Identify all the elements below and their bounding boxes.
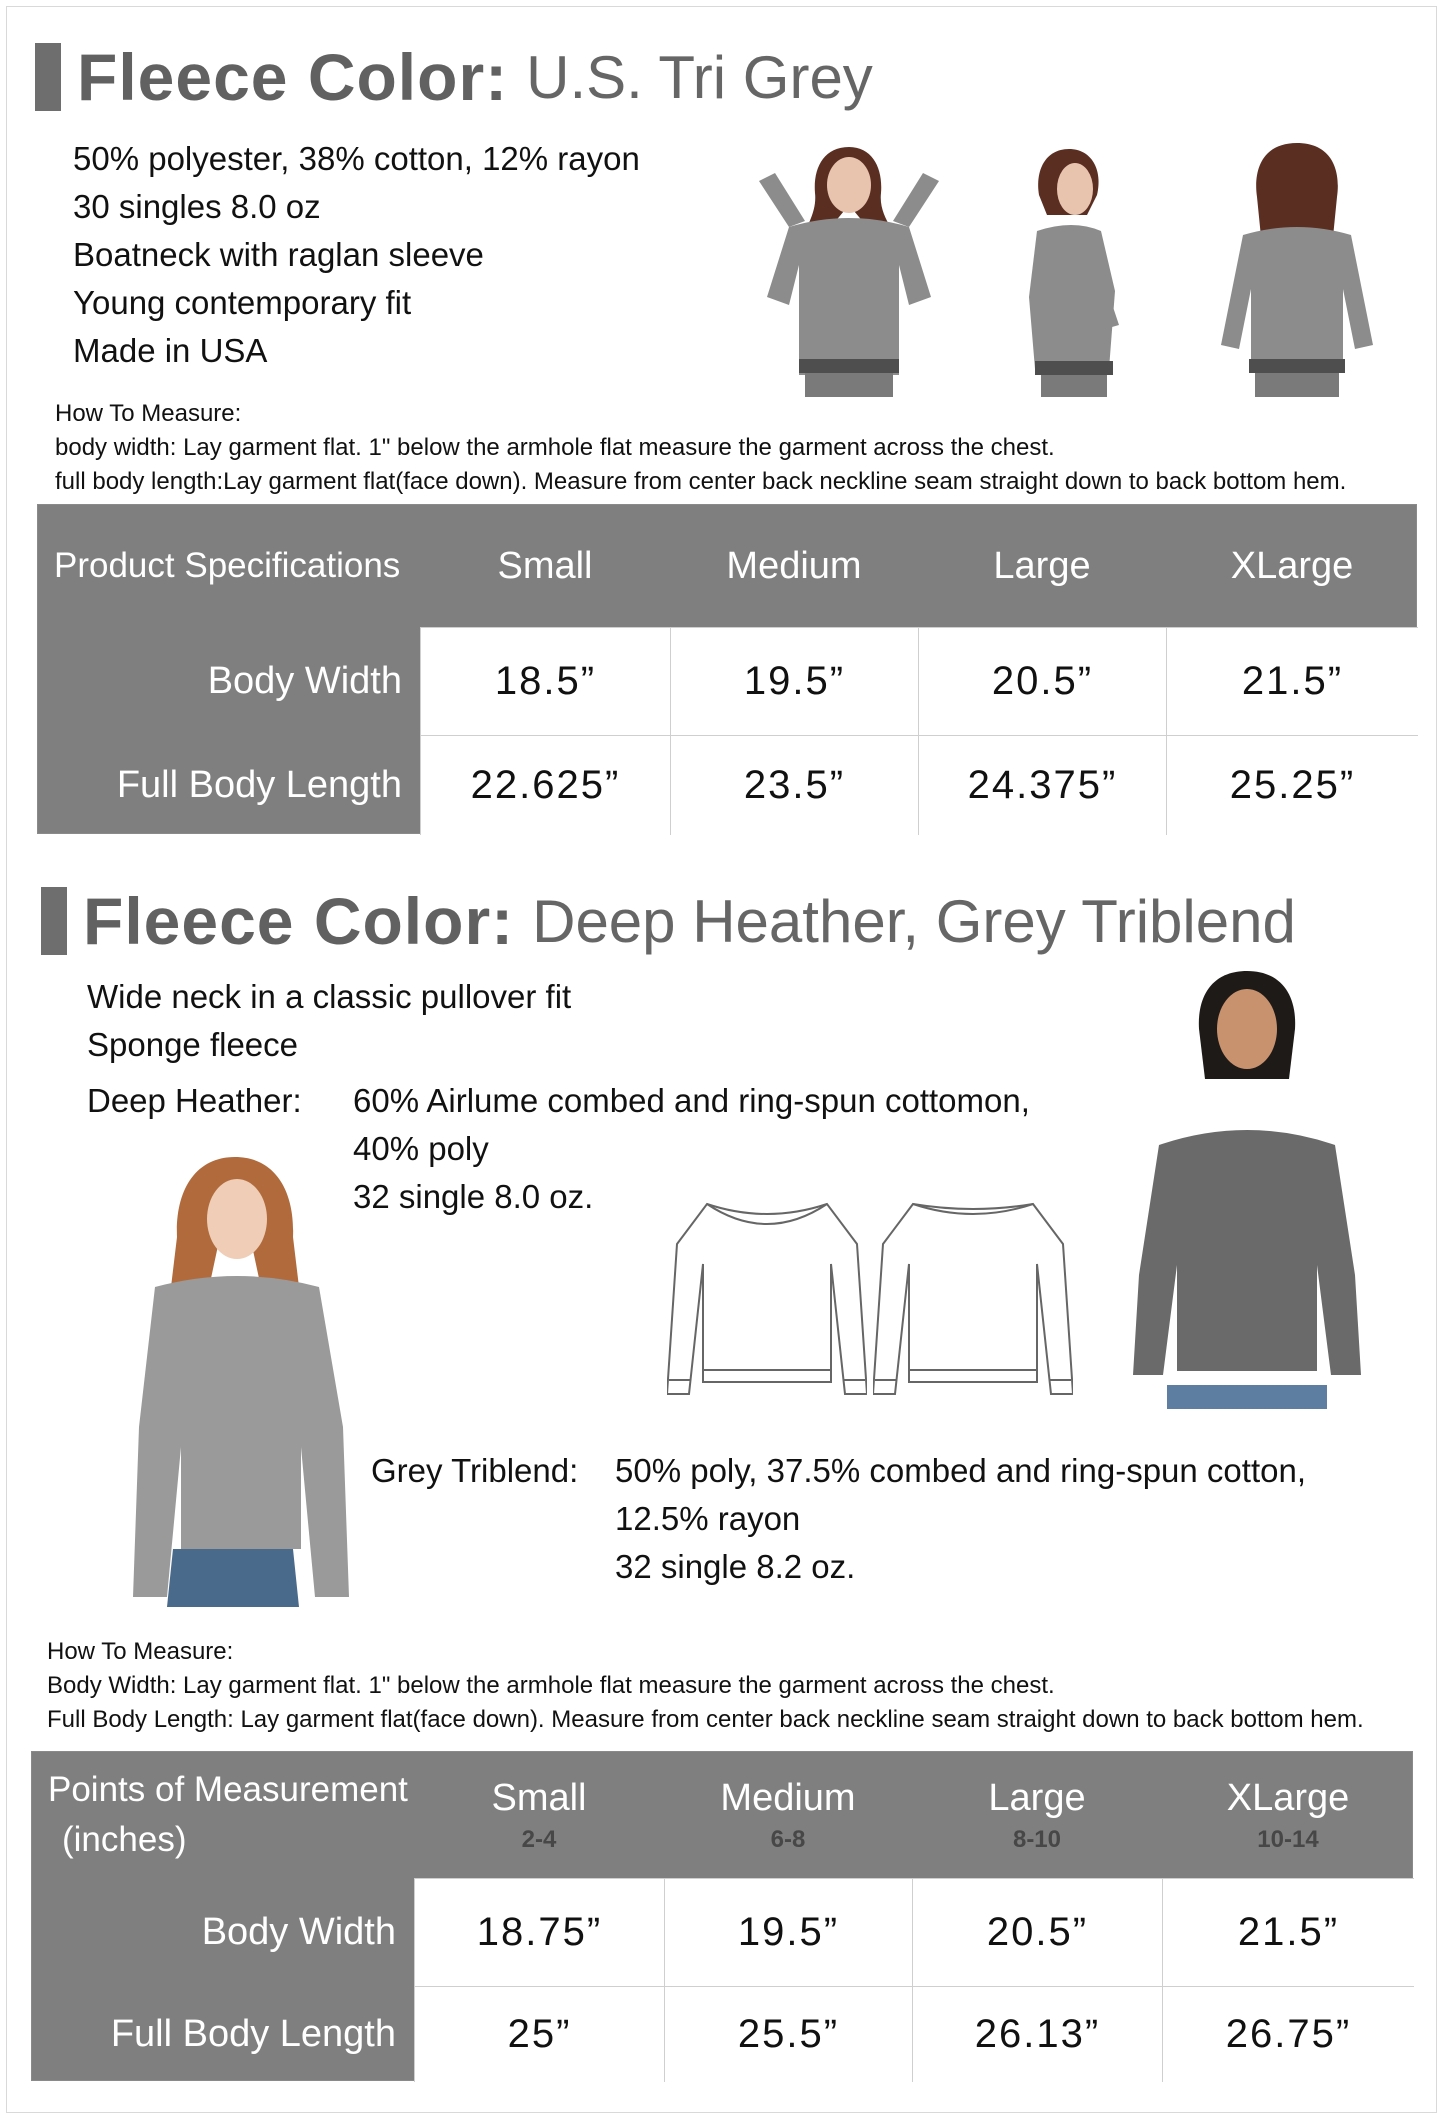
feature-line: 30 singles 8.0 oz bbox=[73, 188, 321, 225]
size-label: Medium bbox=[720, 1776, 856, 1819]
heading-color-name: Deep Heather, Grey Triblend bbox=[532, 887, 1296, 955]
spec-line: 32 single 8.2 oz. bbox=[615, 1548, 856, 1585]
size-label: Small bbox=[491, 1776, 587, 1819]
model-front-photo bbox=[749, 139, 949, 397]
table-cell: 18.75” bbox=[414, 1878, 664, 1986]
heading-color-name: U.S. Tri Grey bbox=[526, 43, 873, 111]
table-cell: 26.13” bbox=[912, 1986, 1162, 2082]
table-cell: 18.5” bbox=[420, 627, 670, 735]
table-cell: 26.75” bbox=[1162, 1986, 1414, 2082]
body-width-instruction: Body Width: Lay garment flat. 1" below the armhole flat measure the garment across the chest. bbox=[47, 1672, 1055, 1699]
body-width-instruction: body width: Lay garment flat. 1" below the armhole flat measure the garment across the chest. bbox=[55, 434, 1055, 461]
body-length-instruction: full body length:Lay garment flat(face down). Measure from center back neckline seam straight down to back bottom hem. bbox=[55, 468, 1347, 495]
size-range: 2-4 bbox=[521, 1825, 557, 1853]
table-cell: 25.5” bbox=[664, 1986, 912, 2082]
feature-line: Young contemporary fit bbox=[73, 284, 412, 321]
size-label: XLarge bbox=[1226, 1776, 1350, 1819]
size-range: 6-8 bbox=[770, 1825, 806, 1853]
model-side-photo bbox=[1007, 145, 1137, 397]
corner-line: (inches) bbox=[62, 1820, 187, 1859]
table-cell: 19.5” bbox=[670, 627, 918, 735]
row-header: Body Width bbox=[201, 1910, 396, 1953]
garment-back-sketch bbox=[873, 1192, 1073, 1397]
table-cell: 21.5” bbox=[1166, 627, 1418, 735]
how-to-measure-title: How To Measure: bbox=[47, 1638, 234, 1665]
table-cell: 24.375” bbox=[918, 735, 1166, 835]
spec-line: 40% poly bbox=[353, 1130, 489, 1167]
column-header bbox=[420, 505, 670, 627]
table-corner-label: Product Specifications bbox=[54, 546, 401, 585]
table-cell: 25” bbox=[414, 1986, 664, 2082]
heading-bar bbox=[35, 43, 61, 111]
section2-features bbox=[87, 973, 887, 1069]
how-to-measure-title: How To Measure: bbox=[55, 400, 242, 427]
size-label: Large bbox=[988, 1776, 1086, 1819]
column-header bbox=[670, 505, 918, 627]
column-header bbox=[1166, 505, 1418, 627]
grey-triblend-specs bbox=[615, 1447, 1306, 1591]
heading-bold: Fleece Color: bbox=[83, 884, 515, 958]
spec-line: 60% Airlume combed and ring-spun cottomon, bbox=[353, 1082, 1030, 1119]
section2-heading bbox=[41, 883, 1296, 959]
size-label: Small bbox=[497, 544, 593, 587]
spec-line: 50% poly, 37.5% combed and ring-spun cotton, bbox=[615, 1452, 1306, 1489]
product-specifications-table bbox=[37, 504, 1417, 834]
table-corner-label bbox=[32, 1752, 414, 1878]
deep-heather-label: Deep Heather: bbox=[87, 1082, 302, 1119]
model-back-photo bbox=[1217, 139, 1377, 397]
section1-heading bbox=[35, 39, 873, 115]
table-cell: 21.5” bbox=[1162, 1878, 1414, 1986]
size-range: 10-14 bbox=[1257, 1825, 1319, 1853]
grey-triblend-label: Grey Triblend: bbox=[371, 1452, 579, 1489]
table-cell: 25.25” bbox=[1166, 735, 1418, 835]
section2-how-to-measure bbox=[47, 1635, 1364, 1737]
feature-line: Sponge fleece bbox=[87, 1026, 299, 1063]
garment-front-sketch bbox=[667, 1192, 867, 1397]
table-cell: 20.5” bbox=[912, 1878, 1162, 1986]
column-header bbox=[1162, 1752, 1414, 1878]
table-cell: 20.5” bbox=[918, 627, 1166, 735]
model-deep-heather-photo bbox=[1131, 965, 1361, 1409]
size-label: Large bbox=[993, 544, 1091, 587]
feature-line: 50% polyester, 38% cotton, 12% rayon bbox=[73, 140, 640, 177]
size-label: Medium bbox=[726, 544, 862, 587]
feature-line: Boatneck with raglan sleeve bbox=[73, 236, 484, 273]
table-cell: 23.5” bbox=[670, 735, 918, 835]
points-of-measurement-table bbox=[31, 1751, 1413, 2081]
section1-features bbox=[73, 135, 713, 375]
corner-line: Points of Measurement bbox=[48, 1770, 408, 1809]
row-header: Body Width bbox=[207, 659, 402, 702]
table-cell: 22.625” bbox=[420, 735, 670, 835]
size-range: 8-10 bbox=[1012, 1825, 1062, 1853]
row-header: Full Body Length bbox=[116, 763, 402, 806]
column-header bbox=[918, 505, 1166, 627]
size-label: XLarge bbox=[1230, 544, 1354, 587]
column-header bbox=[414, 1752, 664, 1878]
column-header bbox=[664, 1752, 912, 1878]
column-header bbox=[912, 1752, 1162, 1878]
heading-bar bbox=[41, 887, 67, 955]
section1-how-to-measure bbox=[55, 397, 1346, 499]
body-length-instruction: Full Body Length: Lay garment flat(face down). Measure from center back neckline seam straight down to back bottom hem. bbox=[47, 1706, 1364, 1733]
row-header: Full Body Length bbox=[110, 2012, 396, 2055]
table-cell: 19.5” bbox=[664, 1878, 912, 1986]
feature-line: Made in USA bbox=[73, 332, 268, 369]
heading-bold: Fleece Color: bbox=[77, 40, 509, 114]
spec-line: 12.5% rayon bbox=[615, 1500, 801, 1537]
size-chart-page bbox=[6, 6, 1437, 2113]
spec-line: 32 single 8.0 oz. bbox=[353, 1178, 594, 1215]
feature-line: Wide neck in a classic pullover fit bbox=[87, 978, 572, 1015]
model-triblend-photo bbox=[125, 1149, 355, 1607]
